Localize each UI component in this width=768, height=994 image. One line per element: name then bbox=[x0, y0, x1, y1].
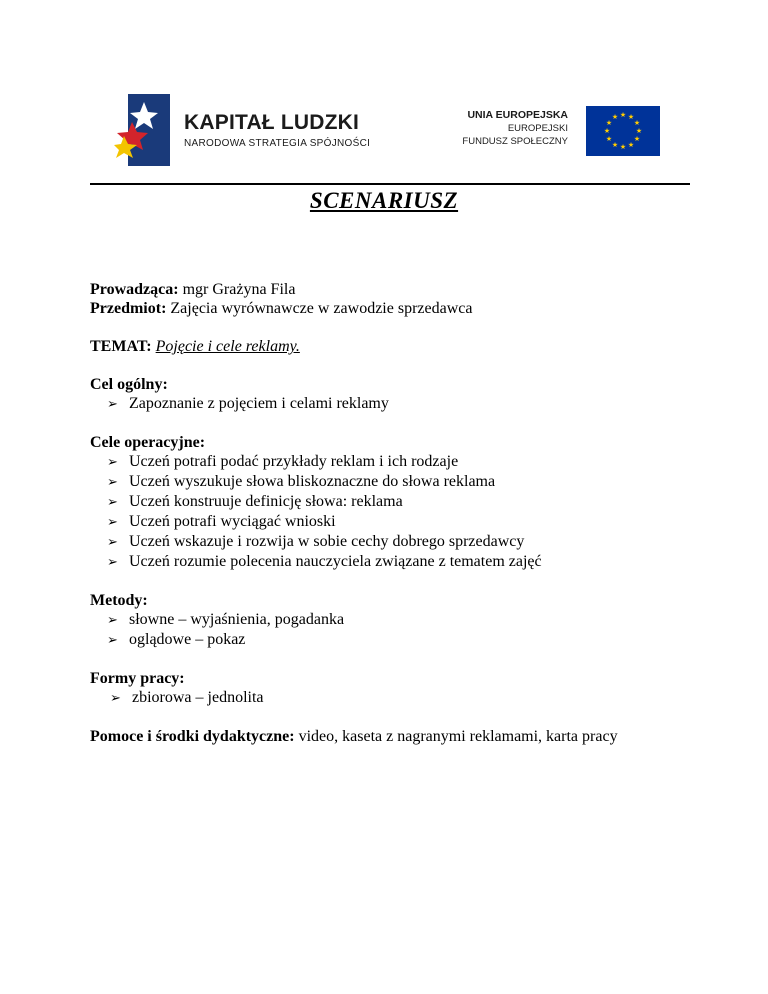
arrow-bullet-icon: ➢ bbox=[110, 691, 121, 706]
operational-goal-item: ➢ Uczeń wyszukuje słowa bliskoznaczne do słowa reklama bbox=[107, 473, 496, 490]
aids-label: Pomoce i środki dydaktyczne: bbox=[90, 728, 295, 745]
header-divider bbox=[90, 183, 690, 185]
svg-text:★: ★ bbox=[611, 141, 619, 149]
operational-goal-item: ➢ Uczeń potrafi podać przykłady reklam i ich rodzaje bbox=[107, 453, 459, 470]
arrow-bullet-icon: ➢ bbox=[107, 555, 118, 570]
method-item: ➢ słowne – wyjaśnienia, pogadanka bbox=[107, 611, 345, 628]
arrow-bullet-icon: ➢ bbox=[107, 455, 118, 470]
teacher-label: Prowadząca: bbox=[90, 281, 179, 298]
svg-text:★: ★ bbox=[603, 127, 611, 135]
svg-text:★: ★ bbox=[619, 143, 627, 151]
eu-flag-icon bbox=[586, 106, 660, 156]
teacher-line bbox=[90, 280, 690, 299]
operational-goal-item: ➢ Uczeń wskazuje i rozwija w sobie cechy dobrego sprzedawcy bbox=[107, 533, 525, 550]
operational-goal-item: ➢ Uczeń rozumie polecenia nauczyciela związane z tematem zajęć bbox=[107, 553, 542, 570]
work-forms-heading: Formy pracy: bbox=[90, 670, 185, 687]
aids-value: video, kaseta z nagranymi reklamami, karta pracy bbox=[294, 728, 618, 745]
kapital-ludzki-subtitle: NARODOWA STRATEGIA SPÓJNOŚCI bbox=[184, 138, 371, 149]
eu-logo-text bbox=[462, 109, 568, 148]
aids-paragraph bbox=[90, 727, 690, 746]
kapital-ludzki-logo bbox=[114, 92, 374, 168]
svg-text:★: ★ bbox=[627, 141, 635, 149]
subject-value: Zajęcia wyrównawcze w zawodzie sprzedawca bbox=[166, 300, 473, 317]
kapital-ludzki-title: KAPITAŁ LUDZKI bbox=[184, 111, 360, 134]
eu-logo-line3: FUNDUSZ SPOŁECZNY bbox=[462, 136, 568, 147]
svg-text:★: ★ bbox=[611, 113, 619, 121]
arrow-bullet-icon: ➢ bbox=[107, 397, 118, 412]
general-goal-heading: Cel ogólny: bbox=[90, 376, 168, 393]
topic-line bbox=[90, 337, 690, 356]
arrow-bullet-icon: ➢ bbox=[107, 535, 118, 550]
svg-text:★: ★ bbox=[633, 119, 641, 127]
svg-text:★: ★ bbox=[635, 127, 643, 135]
svg-text:★: ★ bbox=[627, 113, 635, 121]
work-form-item: ➢ zbiorowa – jednolita bbox=[110, 689, 264, 706]
eu-logo bbox=[448, 106, 660, 158]
subject-label: Przedmiot: bbox=[90, 300, 167, 317]
document-content bbox=[90, 280, 690, 746]
operational-goal-item: ➢ Uczeń konstruuje definicję słowa: reklama bbox=[107, 493, 403, 510]
operational-goals-heading: Cele operacyjne: bbox=[90, 434, 206, 451]
svg-text:★: ★ bbox=[633, 135, 641, 143]
operational-goal-item: ➢ Uczeń potrafi wyciągać wnioski bbox=[107, 513, 336, 530]
svg-text:★: ★ bbox=[605, 135, 613, 143]
eu-logo-title: UNIA EUROPEJSKA bbox=[467, 109, 568, 121]
general-goal-item: ➢ Zapoznanie z pojęciem i celami reklamy bbox=[107, 395, 389, 412]
arrow-bullet-icon: ➢ bbox=[107, 495, 118, 510]
methods-heading: Metody: bbox=[90, 592, 148, 609]
arrow-bullet-icon: ➢ bbox=[107, 633, 118, 648]
kapital-ludzki-emblem-icon bbox=[114, 92, 174, 168]
svg-text:★: ★ bbox=[605, 119, 613, 127]
method-item: ➢ oglądowe – pokaz bbox=[107, 631, 246, 648]
subject-line bbox=[90, 299, 690, 318]
eu-logo-line2: EUROPEJSKI bbox=[507, 123, 568, 134]
teacher-value: mgr Grażyna Fila bbox=[178, 281, 296, 298]
topic-label: TEMAT: bbox=[90, 338, 152, 355]
document-title: SCENARIUSZ bbox=[309, 188, 459, 213]
topic-value: Pojęcie i cele reklamy. bbox=[155, 338, 300, 355]
svg-text:★: ★ bbox=[619, 111, 627, 119]
arrow-bullet-icon: ➢ bbox=[107, 515, 118, 530]
arrow-bullet-icon: ➢ bbox=[107, 613, 118, 628]
arrow-bullet-icon: ➢ bbox=[107, 475, 118, 490]
